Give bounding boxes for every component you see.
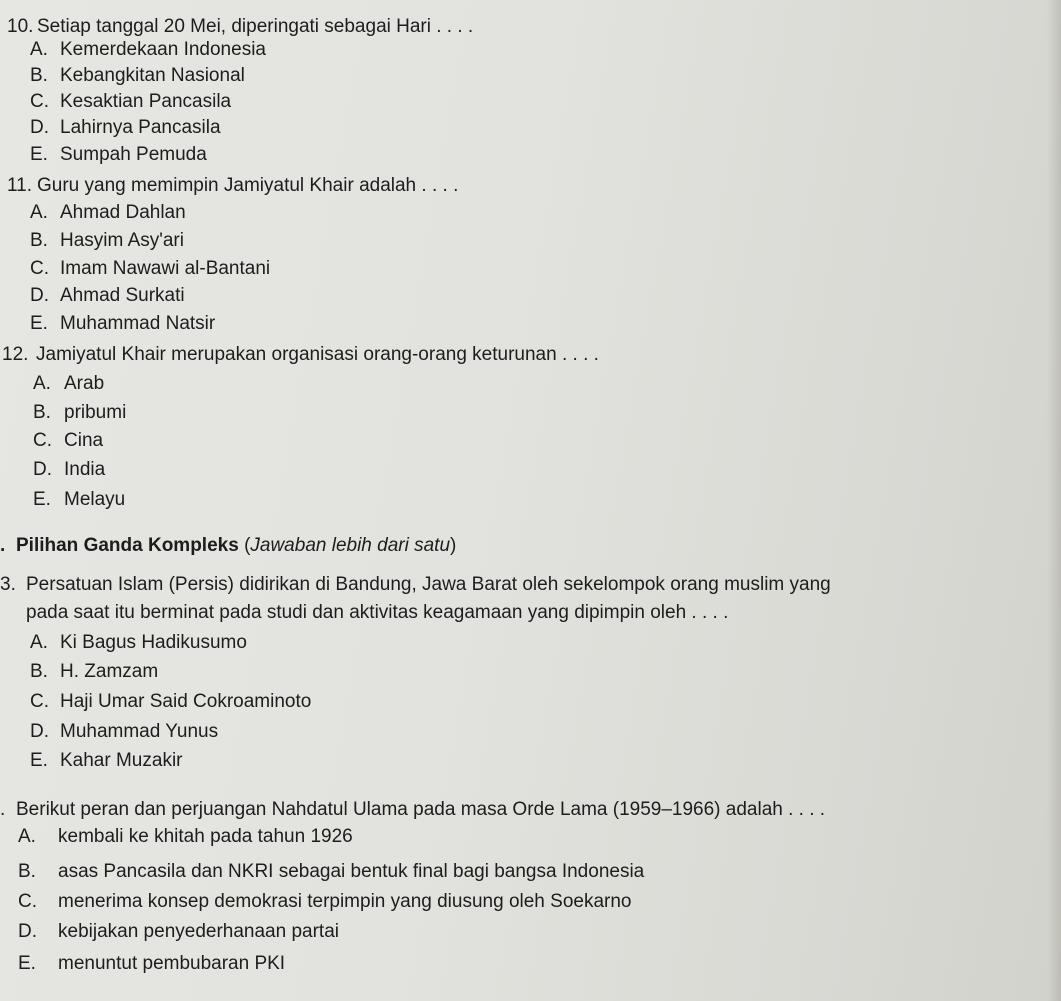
option-b bbox=[30, 231, 184, 250]
section-note bbox=[244, 535, 456, 556]
option-letter: A. bbox=[33, 373, 51, 394]
question-10 bbox=[7, 17, 473, 36]
question-number: 3. bbox=[0, 574, 16, 595]
question-text: Setiap tanggal 20 Mei, diperingati sebagai Hari . . . . bbox=[37, 16, 474, 37]
option-text: Hasyim Asy'ari bbox=[60, 230, 184, 251]
option-letter: C. bbox=[18, 891, 37, 912]
option-text: India bbox=[64, 459, 106, 480]
option-text: Kahar Muzakir bbox=[60, 750, 183, 771]
option-d bbox=[30, 286, 185, 305]
option-letter: E. bbox=[30, 750, 48, 771]
option-e bbox=[30, 751, 183, 770]
option-a bbox=[30, 203, 186, 222]
option-letter: E. bbox=[33, 489, 51, 510]
option-c bbox=[30, 259, 270, 278]
option-e bbox=[33, 490, 125, 509]
option-letter: B. bbox=[30, 661, 48, 682]
note-close: ) bbox=[450, 535, 457, 556]
page-edge-shadow bbox=[1047, 0, 1061, 1001]
option-text: menerima konsep demokrasi terpimpin yang diusung oleh Soekarno bbox=[58, 891, 632, 912]
option-letter: E. bbox=[30, 313, 48, 334]
option-text: Imam Nawawi al-Bantani bbox=[60, 258, 271, 279]
question-text: pada saat itu berminat pada studi dan aktivitas keagamaan yang dipimpin oleh . . . . bbox=[26, 602, 729, 623]
note-open: ( bbox=[244, 535, 251, 556]
question-text: Guru yang memimpin Jamiyatul Khair adalah . . . . bbox=[37, 175, 459, 196]
option-text: asas Pancasila dan NKRI sebagai bentuk final bagi bangsa Indonesia bbox=[58, 861, 645, 882]
option-text: Haji Umar Said Cokroaminoto bbox=[60, 691, 312, 712]
complex-question-4 bbox=[0, 800, 825, 819]
option-letter: B. bbox=[30, 65, 48, 86]
complex-question-3-line2 bbox=[26, 603, 728, 622]
option-letter: A. bbox=[30, 202, 48, 223]
option-c bbox=[33, 431, 103, 450]
option-text: Kemerdekaan Indonesia bbox=[60, 39, 266, 60]
option-letter: A. bbox=[18, 826, 36, 847]
option-letter: A. bbox=[30, 632, 48, 653]
option-text: kebijakan penyederhanaan partai bbox=[58, 921, 339, 942]
option-letter: C. bbox=[30, 91, 49, 112]
option-text: Ahmad Surkati bbox=[60, 285, 185, 306]
option-d bbox=[33, 460, 105, 479]
option-letter: C. bbox=[33, 430, 52, 451]
option-letter: B. bbox=[33, 402, 51, 423]
option-letter: D. bbox=[30, 285, 49, 306]
option-text: pribumi bbox=[64, 402, 127, 423]
option-letter: D. bbox=[30, 117, 49, 138]
question-number: 10. bbox=[7, 16, 34, 37]
note-italic: Jawaban lebih dari satu bbox=[250, 535, 451, 556]
option-text: Melayu bbox=[64, 489, 126, 510]
option-d bbox=[18, 922, 339, 941]
option-e bbox=[18, 954, 285, 973]
option-text: Ahmad Dahlan bbox=[60, 202, 186, 223]
option-d bbox=[30, 118, 221, 137]
option-text: menuntut pembubaran PKI bbox=[58, 953, 286, 974]
option-letter: D. bbox=[18, 921, 37, 942]
option-b bbox=[30, 662, 158, 681]
complex-question-3 bbox=[0, 575, 831, 594]
option-text: kembali ke khitah pada tahun 1926 bbox=[58, 826, 353, 847]
question-number: 11. bbox=[7, 175, 33, 196]
option-letter: B. bbox=[18, 861, 36, 882]
option-text: Arab bbox=[64, 373, 105, 394]
option-letter: D. bbox=[33, 459, 52, 480]
option-a bbox=[33, 374, 104, 393]
question-text: Berikut peran dan perjuangan Nahdatul Ulama pada masa Orde Lama (1959–1966) adalah . . . . bbox=[16, 799, 826, 820]
question-11 bbox=[7, 176, 458, 195]
option-letter: D. bbox=[30, 721, 49, 742]
question-text: Persatuan Islam (Persis) didirikan di Bandung, Jawa Barat oleh sekelompok orang muslim yang bbox=[26, 574, 831, 595]
option-e bbox=[30, 314, 215, 333]
option-text: Kesaktian Pancasila bbox=[60, 91, 232, 112]
option-a bbox=[18, 827, 353, 846]
option-letter: B. bbox=[30, 230, 48, 251]
option-c bbox=[30, 692, 311, 711]
question-text: Jamiyatul Khair merupakan organisasi orang-orang keturunan . . . . bbox=[36, 344, 599, 365]
question-number: 12. bbox=[2, 344, 29, 365]
option-letter: E. bbox=[18, 953, 36, 974]
option-a bbox=[30, 40, 266, 59]
option-text: Kebangkitan Nasional bbox=[60, 65, 245, 86]
option-text: Ki Bagus Hadikusumo bbox=[60, 632, 247, 653]
section-heading bbox=[0, 536, 456, 555]
option-text: Sumpah Pemuda bbox=[60, 144, 207, 165]
option-text: Lahirnya Pancasila bbox=[60, 117, 221, 138]
option-e bbox=[30, 145, 207, 164]
option-text: Cina bbox=[64, 430, 104, 451]
option-letter: A. bbox=[30, 39, 48, 60]
option-letter: E. bbox=[30, 144, 48, 165]
option-a bbox=[30, 633, 247, 652]
option-b bbox=[30, 66, 245, 85]
option-c bbox=[30, 92, 231, 111]
section-marker: . bbox=[0, 535, 6, 556]
question-12 bbox=[2, 345, 599, 364]
option-c bbox=[18, 892, 632, 911]
option-d bbox=[30, 722, 218, 741]
option-b bbox=[18, 862, 644, 881]
question-number: . bbox=[0, 799, 6, 820]
option-letter: C. bbox=[30, 691, 49, 712]
option-text: H. Zamzam bbox=[60, 661, 159, 682]
option-text: Muhammad Yunus bbox=[60, 721, 219, 742]
option-text: Muhammad Natsir bbox=[60, 313, 216, 334]
section-title: Pilihan Ganda Kompleks bbox=[16, 535, 239, 556]
option-b bbox=[33, 403, 126, 422]
option-letter: C. bbox=[30, 258, 49, 279]
